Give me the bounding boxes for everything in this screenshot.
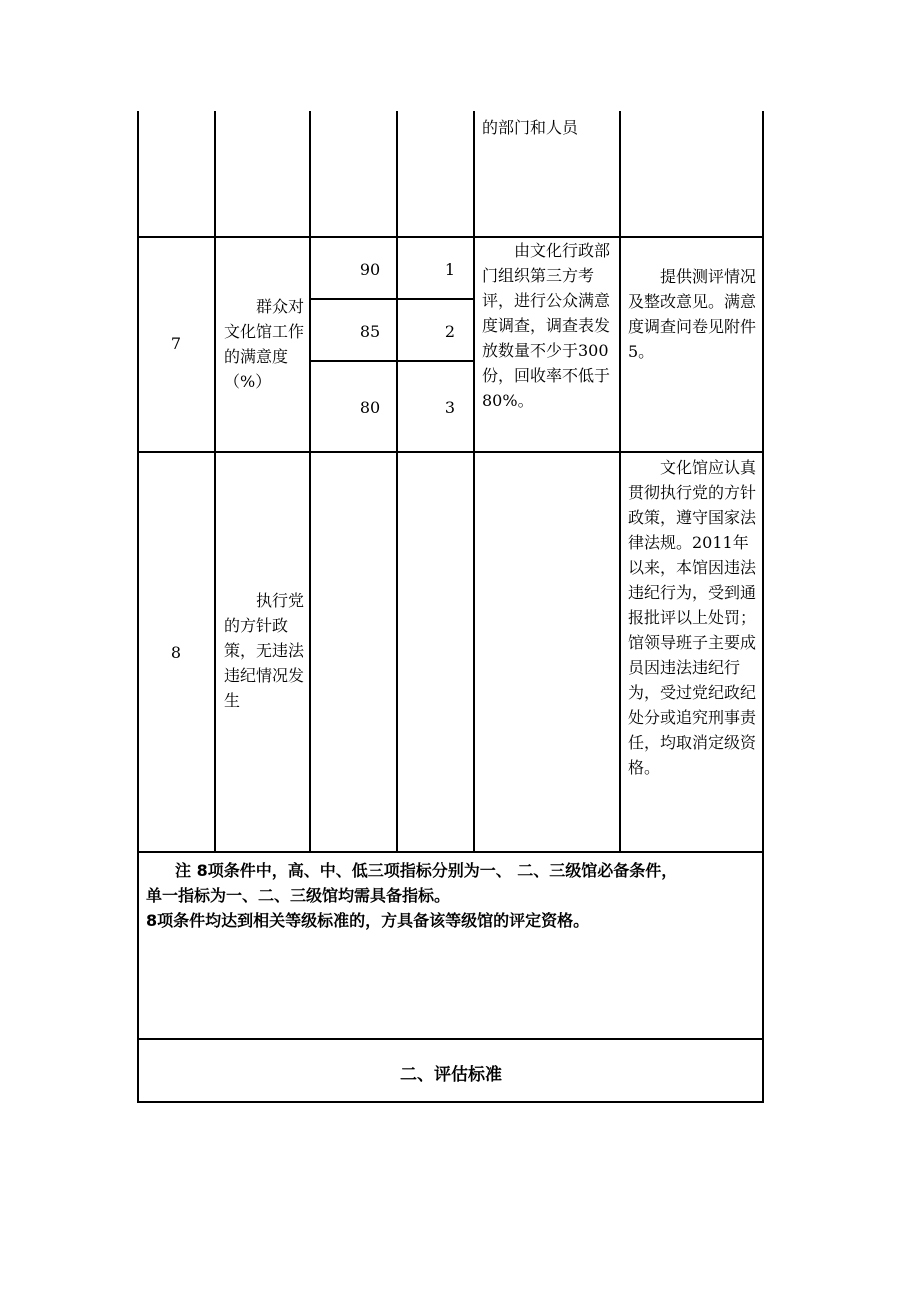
row7-assessment-method: 由文化行政部门组织第三方考评，进行公众满意度调查，调查表发放数量不少于300份，回收率不低于80%。 xyxy=(482,241,611,410)
row7-score-1: 90 xyxy=(359,260,381,279)
row-divider-top-7 xyxy=(137,236,763,238)
col-divider-3 xyxy=(396,111,398,852)
row-divider-8-note xyxy=(137,851,763,853)
subrow-divider-1 xyxy=(309,298,474,300)
row7-score-3: 80 xyxy=(359,398,381,417)
row7-indicator: 群众对文化馆工作的满意度（%） xyxy=(224,297,305,391)
row7-required-material: 提供测评情况及整改意见。满意度调查问卷见附件5。 xyxy=(628,267,757,361)
row7-grade-2: 2 xyxy=(444,322,456,341)
row8-number: 8 xyxy=(170,643,182,662)
row7-grade-1: 1 xyxy=(444,260,456,279)
table-border-bottom xyxy=(137,1101,763,1103)
table-border-left xyxy=(137,111,139,1103)
col-divider-2 xyxy=(309,111,311,852)
col-divider-5 xyxy=(619,111,621,852)
col-divider-1 xyxy=(214,111,216,852)
subrow-divider-2 xyxy=(309,360,474,362)
row7-grade-3: 3 xyxy=(444,398,456,417)
row8-required-material: 文化馆应认真贯彻执行党的方针政策，遵守国家法律法规。2011年以来，本馆因违法违纪行为，受到通报批评以上处罚；馆领导班子主要成员因违法违纪行为，受过党纪政纪处分或追究刑事责任，均取消定级资格。 xyxy=(628,458,757,777)
top-row-method-cell: 的部门和人员 xyxy=(482,118,579,137)
row-divider-7-8 xyxy=(137,451,763,453)
note-line-3: 8项条件均达到相关等级标准的，方具备该等级馆的评定资格。 xyxy=(146,911,590,930)
table-border-right xyxy=(762,111,764,1103)
row7-score-2: 85 xyxy=(359,322,381,341)
row8-indicator: 执行党的方针政策，无违法违纪情况发生 xyxy=(224,591,305,710)
col-divider-4 xyxy=(473,111,475,852)
section-title: 二、评估标准 xyxy=(400,1065,502,1085)
note-line-2: 单一指标为一、二、三级馆均需具备指标。 xyxy=(146,886,451,905)
row-divider-note-title xyxy=(137,1038,763,1040)
note-line-1: 注 8项条件中，高、中、低三项指标分别为一、 二、三级馆必备条件， xyxy=(175,861,678,880)
row7-number: 7 xyxy=(170,334,182,353)
